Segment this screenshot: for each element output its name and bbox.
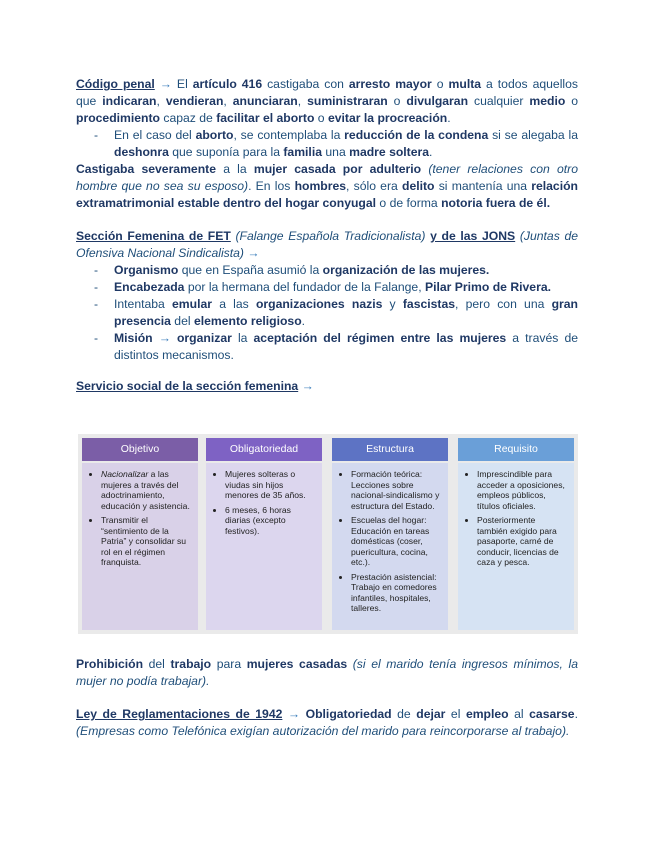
text: la bbox=[231, 331, 254, 345]
text-bold: gran presencia bbox=[114, 297, 578, 328]
text-bold: indicaran bbox=[102, 94, 157, 108]
text-bold: Encabezada bbox=[114, 280, 185, 294]
column-body bbox=[332, 463, 448, 630]
dash-icon: - bbox=[94, 128, 99, 142]
text: , bbox=[156, 94, 166, 108]
text: a la bbox=[215, 162, 254, 176]
prohibicion-paragraph bbox=[76, 656, 578, 690]
text: El bbox=[171, 77, 193, 91]
text: para bbox=[211, 657, 247, 671]
text-bold: aceptación del régimen entre las mujeres bbox=[253, 331, 507, 345]
column-header: Objetivo bbox=[82, 438, 198, 461]
text-bold: multa bbox=[448, 77, 482, 91]
text-bold: notoria fuera de él. bbox=[441, 196, 551, 210]
servicio-social-table bbox=[78, 434, 578, 634]
text: el bbox=[445, 707, 466, 721]
text-bold: Castigaba severamente bbox=[76, 162, 216, 176]
text-italic: (Empresas como Telefónica exigían autorización del marido para reincorporarse al trabajo). bbox=[76, 724, 570, 738]
text-bold: divulgaran bbox=[406, 94, 469, 108]
text: capaz de bbox=[159, 111, 217, 125]
text-bold: deshonra bbox=[114, 145, 169, 159]
text: por la hermana del fundador de la Falange, bbox=[184, 280, 425, 294]
codigo-penal-title: Código penal bbox=[76, 77, 155, 91]
seccion-femenina-heading bbox=[76, 228, 578, 262]
text: y bbox=[382, 297, 403, 311]
text-bold: emular bbox=[172, 297, 212, 311]
text: , bbox=[223, 94, 233, 108]
column-header: Obligatoriedad bbox=[206, 438, 322, 461]
text: que en España asumió la bbox=[178, 263, 323, 277]
text-bold: empleo bbox=[465, 707, 509, 721]
text-bold: delito bbox=[402, 179, 435, 193]
arrow-icon: → bbox=[152, 331, 177, 345]
text: o bbox=[387, 94, 407, 108]
text-bold: elemento religioso bbox=[193, 314, 302, 328]
text-bold: reducción de la condena bbox=[344, 128, 489, 142]
list-item: • 6 meses, 6 horas diarias (excepto festivos). bbox=[225, 505, 314, 537]
text: del bbox=[170, 314, 194, 328]
dash-icon: - bbox=[94, 331, 99, 345]
text: . En los bbox=[248, 179, 295, 193]
section-title: Ley de Reglamentaciones de 1942 bbox=[76, 707, 283, 721]
text: cualquier bbox=[468, 94, 530, 108]
section-title: Servicio social de la sección femenina bbox=[76, 379, 299, 393]
text: , pero con una bbox=[455, 297, 552, 311]
text-italic: (Falange Española Tradicionalista) bbox=[230, 229, 431, 243]
text: o de forma bbox=[376, 196, 442, 210]
column-body bbox=[206, 463, 322, 630]
text-bold: arresto mayor bbox=[348, 77, 432, 91]
text-bold: suministraran bbox=[307, 94, 388, 108]
text-bold: vendieran bbox=[165, 94, 224, 108]
text-bold: hombres bbox=[294, 179, 347, 193]
text-bold: organizar bbox=[176, 331, 232, 345]
dash-icon: - bbox=[94, 263, 99, 277]
column-body bbox=[82, 463, 198, 630]
seccion-item-1 bbox=[76, 262, 578, 279]
text-bold: aborto bbox=[195, 128, 234, 142]
text-bold: organizaciones nazis bbox=[255, 297, 383, 311]
text-bold: trabajo bbox=[170, 657, 212, 671]
section-title: y de las JONS bbox=[430, 229, 516, 243]
text-bold: familia bbox=[283, 145, 322, 159]
column-header: Estructura bbox=[332, 438, 448, 461]
servicio-social-heading bbox=[76, 378, 578, 395]
text: En el caso del bbox=[114, 128, 196, 142]
text: si se alegaba la bbox=[488, 128, 578, 142]
text-bold: dejar bbox=[416, 707, 446, 721]
text: . bbox=[574, 707, 578, 721]
arrow-icon: → bbox=[298, 379, 314, 393]
ley-paragraph bbox=[76, 706, 578, 740]
list-item: • Prestación asistencial: Trabajo en comedores infantiles, hospitales, talleres. bbox=[351, 572, 440, 614]
text-italic: (si el marido tenía ingresos mínimos, la mujer no podía trabajar). bbox=[76, 657, 578, 688]
text-italic: Nacionalizar bbox=[101, 469, 149, 479]
arrow-icon: → bbox=[282, 707, 306, 721]
seccion-item-4 bbox=[76, 330, 578, 364]
text: o bbox=[565, 94, 579, 108]
column-body bbox=[458, 463, 574, 630]
seccion-item-3 bbox=[76, 296, 578, 330]
text-bold: organización de las mujeres. bbox=[322, 263, 490, 277]
text-italic: (Juntas de Ofensiva Nacional Sindicalista) bbox=[76, 229, 579, 260]
dash-icon: - bbox=[94, 280, 99, 294]
text-bold: mujeres casadas bbox=[246, 657, 348, 671]
arrow-icon: → bbox=[244, 246, 260, 260]
text-bold: facilitar el aborto bbox=[216, 111, 315, 125]
text: a través de distintos mecanismos. bbox=[114, 331, 579, 362]
text: castigaba con bbox=[262, 77, 349, 91]
text: una bbox=[322, 145, 350, 159]
text-bold: procedimiento bbox=[76, 111, 160, 125]
text: si mantenía una bbox=[434, 179, 532, 193]
text-bold: artículo 416 bbox=[192, 77, 263, 91]
document-page bbox=[76, 76, 578, 395]
column-estructura bbox=[332, 438, 448, 630]
text: Intentaba bbox=[114, 297, 173, 311]
aborto-bullet bbox=[76, 127, 578, 161]
text-bold: anunciaran bbox=[232, 94, 298, 108]
list-item: • Nacionalizar a las mujeres a través del adoctrinamiento, educación y asistencia. bbox=[101, 469, 190, 511]
column-header: Requisito bbox=[458, 438, 574, 461]
list-item: • Escuelas del hogar: Educación en tareas domésticas (coser, puericultura, cocina, etc.). bbox=[351, 515, 440, 568]
text: a todos aquellos que bbox=[76, 77, 578, 108]
text-italic: (tener relaciones con otro hombre que no sea su esposo) bbox=[76, 162, 578, 193]
text: al bbox=[508, 707, 530, 721]
text: a las bbox=[212, 297, 256, 311]
text-bold: madre soltera bbox=[349, 145, 430, 159]
text-bold: Obligatoriedad bbox=[305, 707, 392, 721]
dash-icon: - bbox=[94, 297, 99, 311]
text: del bbox=[143, 657, 171, 671]
text: de bbox=[391, 707, 417, 721]
text: , se contemplaba la bbox=[233, 128, 345, 142]
text: que suponía para la bbox=[168, 145, 284, 159]
arrow-icon: → bbox=[159, 77, 172, 91]
text-bold: medio bbox=[529, 94, 566, 108]
text-bold: fascistas bbox=[402, 297, 456, 311]
column-obligatoriedad bbox=[206, 438, 322, 630]
column-requisito bbox=[458, 438, 574, 630]
text-bold: evitar la procreación bbox=[327, 111, 448, 125]
text-bold: mujer casada por adulterio bbox=[253, 162, 422, 176]
text-bold: Pilar Primo de Rivera. bbox=[424, 280, 551, 294]
text: . bbox=[301, 314, 306, 328]
text: o bbox=[431, 77, 449, 91]
text-bold: relación extramatrimonial estable dentro del hogar conyugal bbox=[76, 179, 578, 210]
text: . bbox=[429, 145, 433, 159]
document-page-lower bbox=[76, 656, 578, 740]
text: , sólo era bbox=[346, 179, 402, 193]
column-objetivo bbox=[82, 438, 198, 630]
codigo-penal-paragraph bbox=[76, 76, 578, 127]
text-bold: Organismo bbox=[114, 263, 179, 277]
list-item: • Mujeres solteras o viudas sin hijos menores de 35 años. bbox=[225, 469, 314, 501]
text: . bbox=[447, 111, 451, 125]
seccion-item-2 bbox=[76, 279, 578, 296]
list-item: • Imprescindible para acceder a oposiciones, empleos públicos, títulos oficiales. bbox=[477, 469, 566, 511]
list-item: • Transmitir el “sentimiento de la Patria” y consolidar su rol en el régimen franquista. bbox=[101, 515, 190, 568]
castigaba-paragraph bbox=[76, 161, 578, 212]
text: o bbox=[314, 111, 328, 125]
text: , bbox=[297, 94, 308, 108]
text-bold: Misión bbox=[114, 331, 153, 345]
text-bold: casarse bbox=[529, 707, 575, 721]
list-item: • Posteriormente también exigido para pasaporte, carné de conducir, licencias de caza y pesca. bbox=[477, 515, 566, 568]
text-bold: Prohibición bbox=[76, 657, 144, 671]
list-item: • Formación teórica: Lecciones sobre nacional-sindicalismo y estructura del Estado. bbox=[351, 469, 440, 511]
section-title: Sección Femenina de FET bbox=[76, 229, 231, 243]
